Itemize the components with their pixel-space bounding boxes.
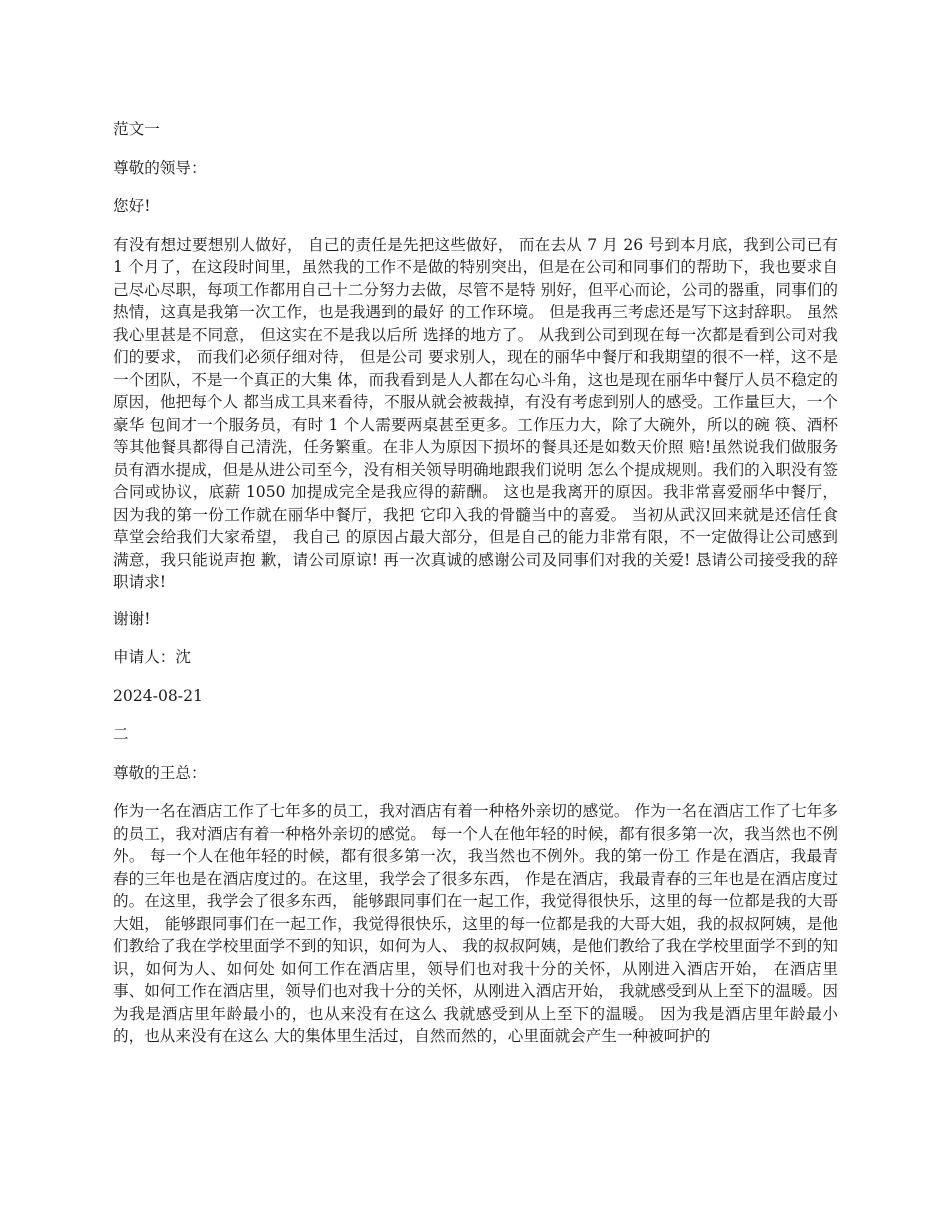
sample2-salutation: 尊敬的王总： [113, 763, 207, 782]
sample1-salutation: 尊敬的领导： [113, 158, 207, 177]
sample1-date: 2024-08-21 [113, 686, 203, 705]
sample1-thanks: 谢谢! [113, 609, 151, 628]
sample2-body: 作为一名在酒店工作了七年多的员工，我对酒店有着一种格外亲切的感觉。 作为一名在酒店工作了七年多的员工，我对酒店有着一种格外亲切的感觉。 每一个人在他年轻的时候，都有很多第一次，我当然也不例外。 每一个人在他年轻的时候，都有很多第一次，我当然也不例外。我的第一份工 作是在酒店，我最青春的三年也是在酒店度过的。在这里，我学会了很多东西， 作是在酒店，我最青春的三年也是在酒店度过的。在这里，我学会了很多东西， 能够跟同事们在一起工作，我觉得很快乐，这里的每一位都是我的大哥大姐， 能够跟同事们在一起工作，我觉得很快乐，这里的每一位都是我的大哥大姐，我的叔叔阿姨，是他们教给了我在学校里面学不到的知识，如何为人、 我的叔叔阿姨，是他们教给了我在学校里面学不到的知识，如何为人、如何处 如何工作在酒店里，领导们也对我十分的关怀，从刚进入酒店开始， 在酒店里 事、如何工作在酒店里，领导们也对我十分的关怀，从刚进入酒店开始， 我就感受到从上至下的温暖。因为我是酒店里年龄最小的，也从来没有在这么 我就感受到从上至下的温暖。 因为我是酒店里年龄最小的，也从来没有在这么 大的集体里生活过，自然而然的，心里面就会产生一种被呵护的 [113, 802, 838, 1045]
sample1-applicant: 申请人：沈 [113, 648, 191, 666]
sample1-body: 有没有想过要想别人做好， 自己的责任是先把这些做好， 而在去从 7 月 26 号到本月底，我到公司已有 1 个月了，在这段时间里，虽然我的工作不是做的特别突出，但是在公司和同事们的帮助下，我也要求自己尽心尽职，每项工作都用自己十二分努力去做，尽管不是特 别好，但平心而论，公司的器重，同事们的热情，这真是我第一次工作，也是我遇到的最好 的工作环境。 但是我再三考虑还是写下这封辞职。 虽然我心里甚是不同意， 但这实在不是我以后所 选择的地方了。 从我到公司到现在每一次都是看到公司对我们的要求， 而我们必须仔细对待， 但是公司 要求别人，现在的丽华中餐厅和我期望的很不一样，这不是一个团队，不是一个真正的大集 体，而我看到是人人都在勾心斗角，这也是现在丽华中餐厅人员不稳定的原因，他把每个人 都当成工具来看待，不服从就会被裁掉，有没有考虑到别人的感受。工作量巨大，一个豪华 包间才一个服务员，有时 1 个人需要两桌甚至更多。工作压力大，除了大碗外，所以的碗 筷、酒杯等其他餐具都得自己清洗，任务繁重。在非人为原因下损坏的餐具还是如数天价照 赔!虽然说我们做服务员有酒水提成，但是从进公司至今，没有相关领导明确地跟我们说明 怎么个提成规则。我们的入职没有签合同或协议，底薪 1050 加提成完全是我应得的薪酬。 这也是我离开的原因。我非常喜爱丽华中餐厅，因为我的第一份工作就在丽华中餐厅，我把 它印入我的骨髓当中的喜爱。 当初从武汉回来就是还信任食草堂会给我们大家希望， 我自己 的原因占最大部分，但是自己的能力非常有限，不一定做得让公司感到满意，我只能说声抱 歉，请公司原谅! 再一次真诚的感谢公司及同事们对我的关爱! 恳请公司接受我的辞职请求! [113, 235, 838, 591]
sample1-heading: 范文一 [113, 120, 160, 138]
sample2-heading: 二 [113, 725, 129, 743]
document-page [113, 118, 838, 1062]
sample1-greeting: 您好! [113, 197, 151, 215]
